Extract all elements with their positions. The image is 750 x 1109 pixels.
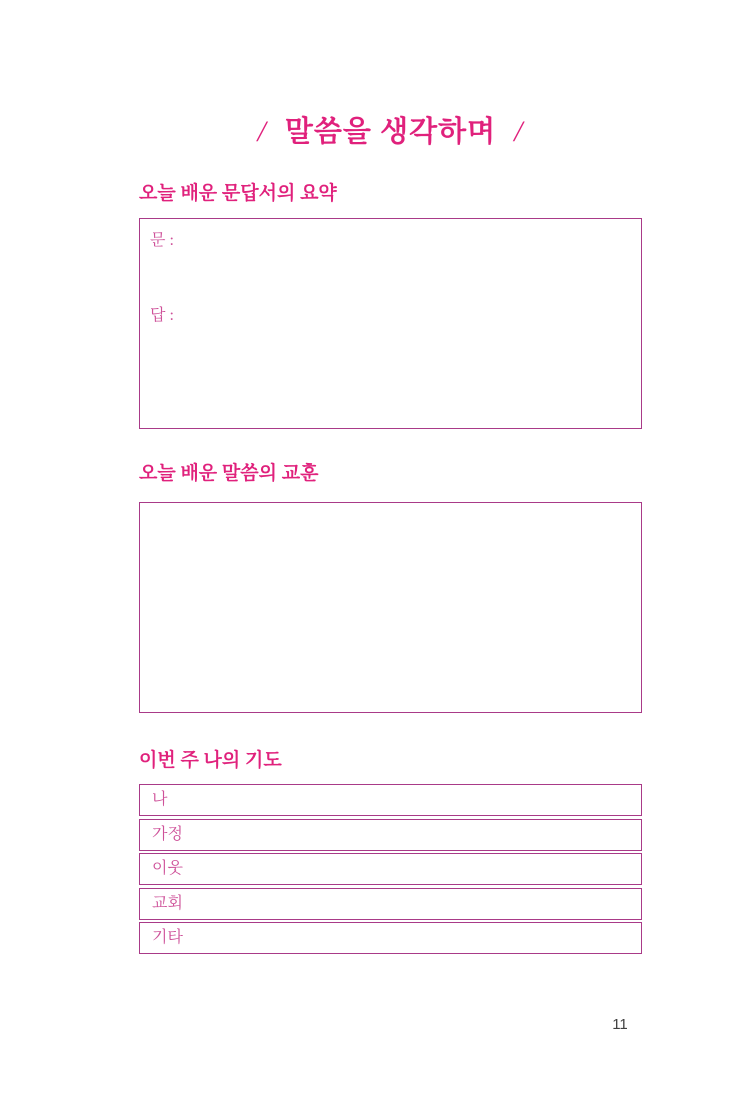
prayer-row-neighbor [139,853,642,885]
title-right-slash: / [514,115,524,148]
answer-label: 답 : [150,307,174,324]
prayer-row-self [139,784,642,816]
prayer-table [139,784,642,954]
prayer-row-family [139,819,642,851]
page-title-text: 말씀을 생각하며 [284,116,497,148]
section-heading-prayer: 이번 주 나의 기도 [139,750,282,771]
prayer-row-label: 나 [152,791,168,808]
summary-answer-box [139,218,642,429]
prayer-row-label: 이웃 [152,860,183,877]
section-heading-lesson: 오늘 배운 말씀의 교훈 [139,463,319,484]
title-left-slash: / [257,115,267,148]
prayer-row-church [139,888,642,920]
page-content [139,0,642,954]
prayer-row-label: 교회 [152,894,183,912]
page-title [139,112,642,152]
prayer-row-other [139,922,642,954]
lesson-writing-box [139,502,642,713]
prayer-row-label: 기타 [152,929,183,946]
page-number: 11 [612,1016,628,1033]
prayer-row-label: 가정 [152,825,183,843]
question-label: 문 : [150,232,174,249]
section-heading-summary: 오늘 배운 문답서의 요약 [139,183,337,204]
